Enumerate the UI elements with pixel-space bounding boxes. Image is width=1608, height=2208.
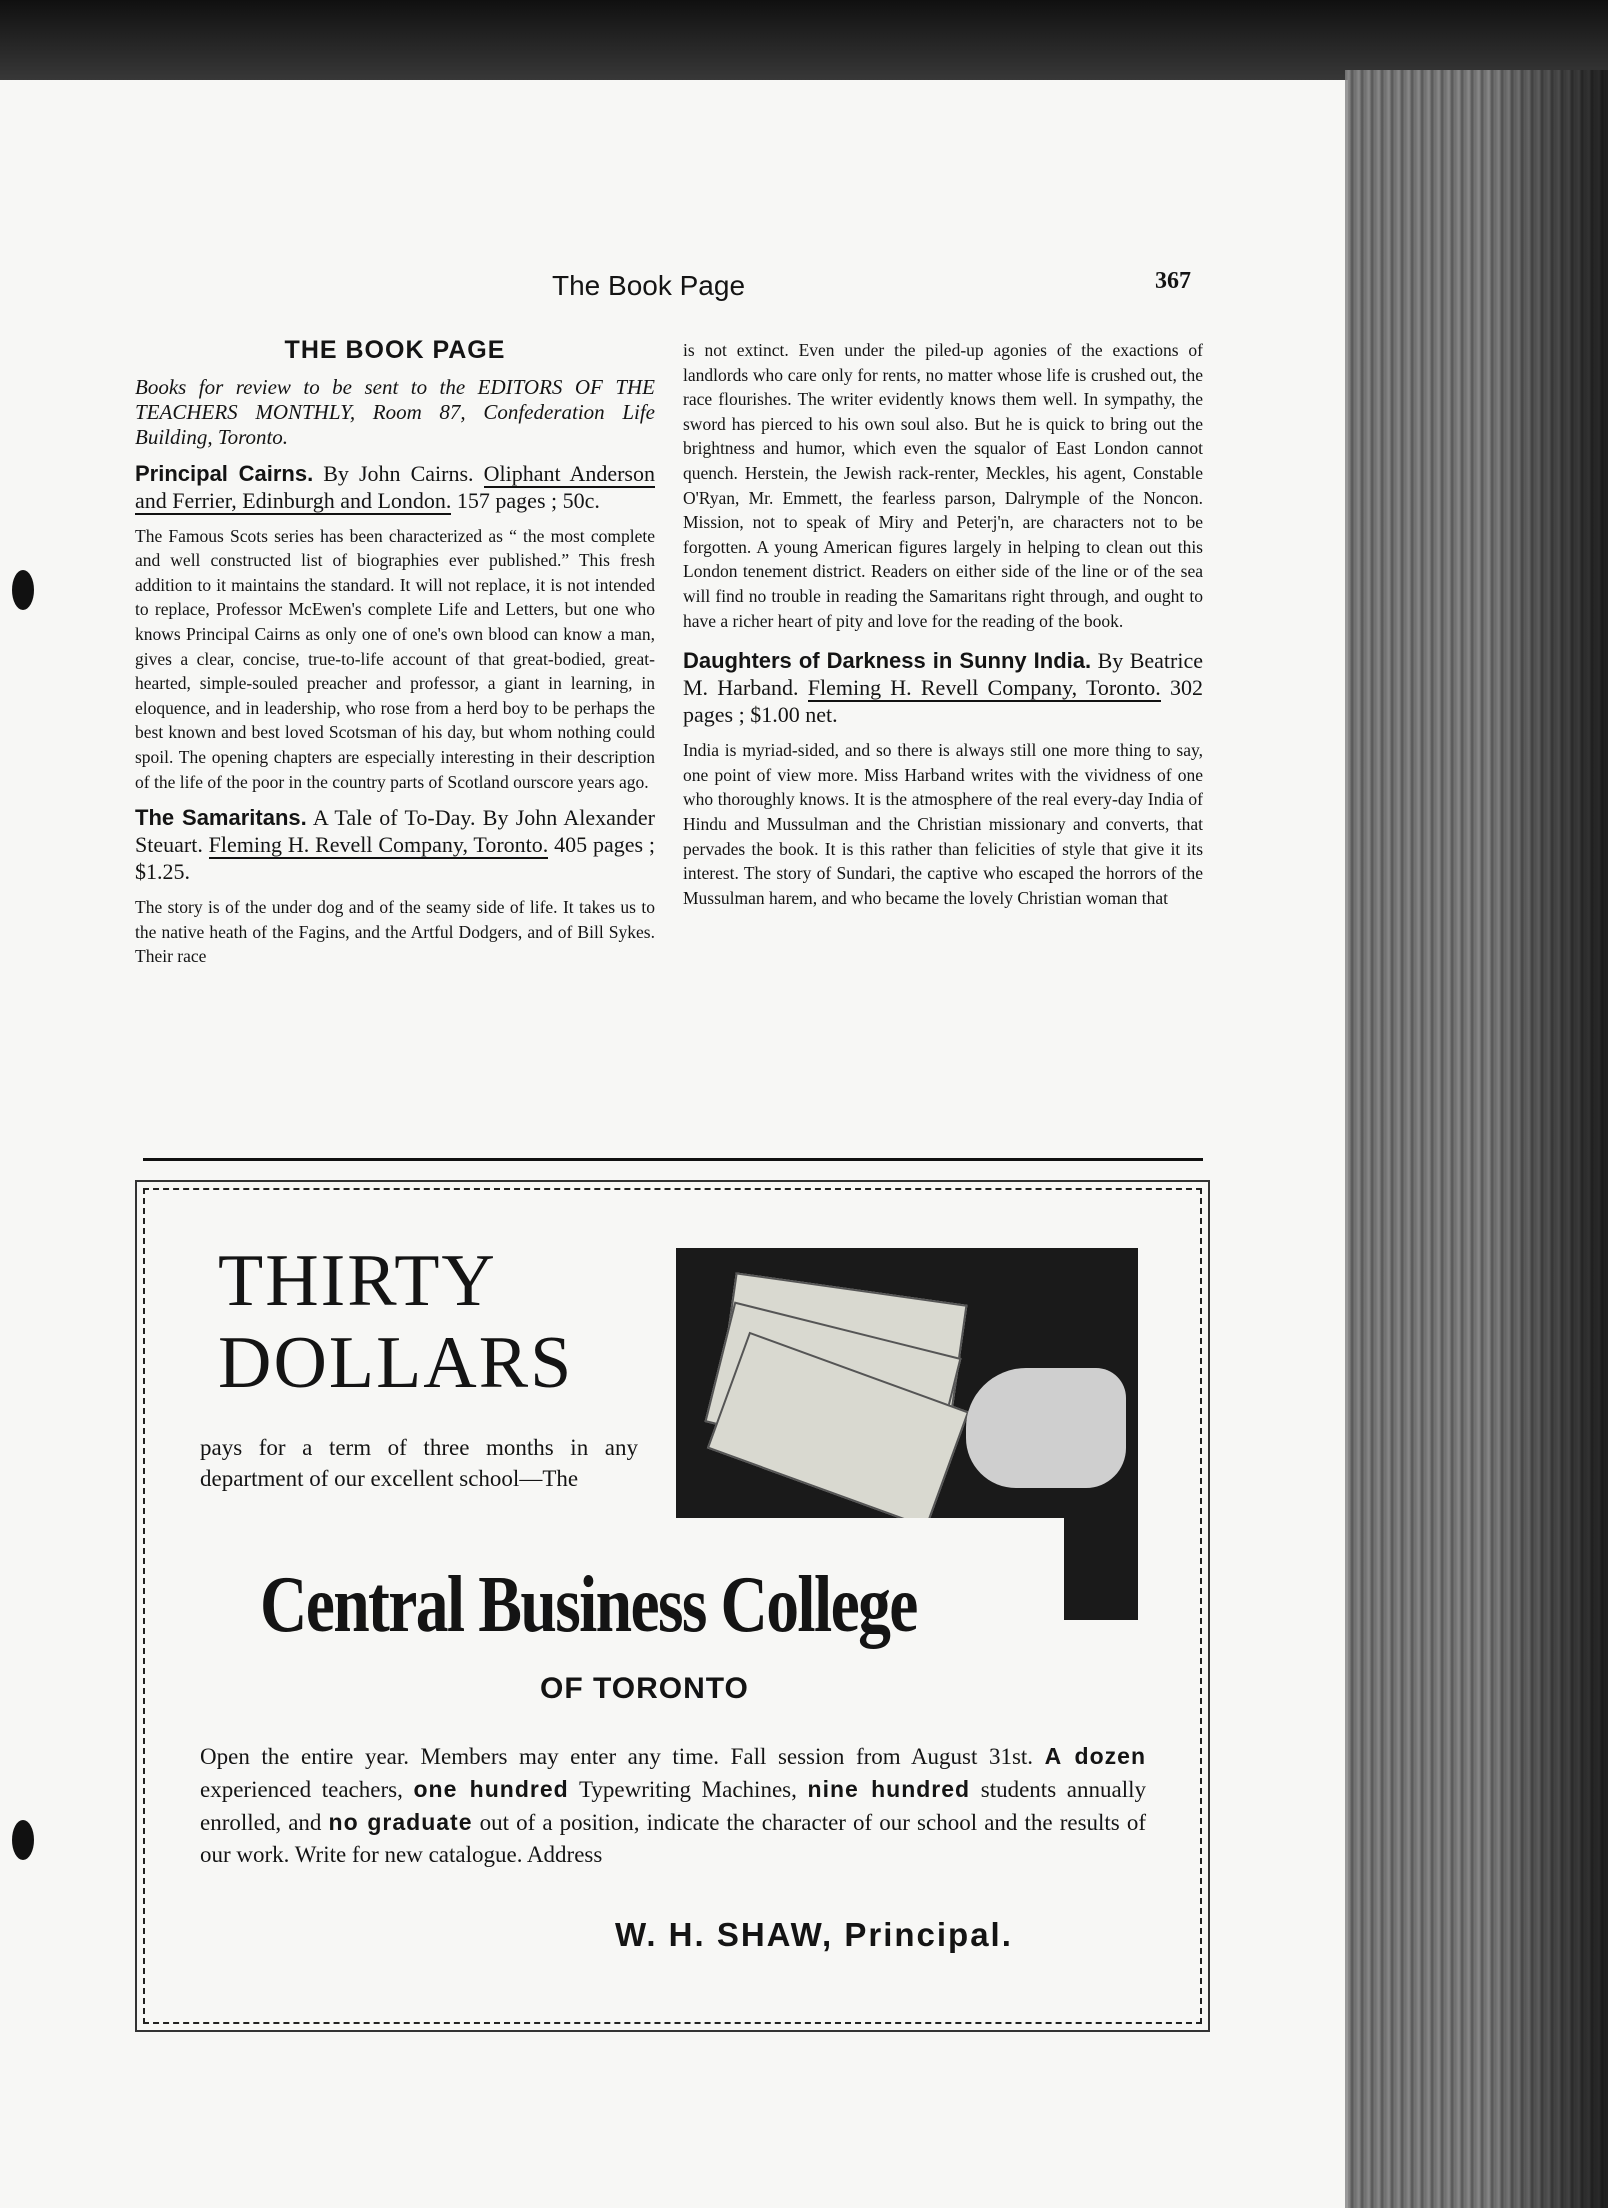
book-subtitle: A Tale of To-Day. By John Alexander Steuart. — [135, 805, 656, 858]
book-title: Principal Cairns. — [135, 460, 314, 486]
running-title: The Book Page — [552, 270, 746, 301]
college-city: OF TORONTO — [540, 1672, 749, 1705]
book-publisher: Fleming H. Revell Company, Toronto. — [208, 832, 549, 858]
review-body: The story is of the under dog and of the seamy side of life. It takes us to the native heath of the Fagins, and the Artful Dodgers, and of Bill Sykes. Their race — [135, 897, 655, 967]
book-title: The Samaritans. — [135, 805, 307, 831]
review-note: Books for review to be sent to the EDITORS OF THE TEACHERS MONTHLY, Room 87, Confederation Life Building, Toronto. — [135, 374, 655, 449]
review-body: India is myriad-sided, and so there is always still one more thing to say, one point of view more. Miss Harband writes with the vividness of one who thoroughly knows. It is the atmosphere of the real every-day India of Hindu and Mussulman and the Christian missionary and converts, that pervades the book. It is this rather than felicities of style that give it its interest. The story of Sundari, the captive who escaped the horrors of the Mussulman harem, and who became the lovely Christian woman that — [683, 740, 1203, 908]
book-entry-daughters — [683, 647, 1203, 728]
ad-headline — [218, 1240, 573, 1404]
ad-headline-line1: THIRTY — [218, 1240, 497, 1322]
section-divider — [143, 1158, 1203, 1161]
book-author: By Beatrice M. Harband. — [683, 648, 1203, 701]
book-author: By John Cairns. — [323, 460, 474, 486]
banknotes-photo — [676, 1248, 1138, 1518]
binding-hole — [12, 570, 34, 610]
binding-hole — [12, 1820, 34, 1860]
book-details: 157 pages ; 50c. — [456, 487, 600, 513]
right-column — [683, 338, 1203, 910]
book-entry-cairns — [135, 460, 655, 514]
book-details: 405 pages ; $1.25. — [135, 832, 655, 885]
ad-signature: W. H. SHAW, Principal. — [615, 1916, 1013, 1953]
book-publisher: Fleming H. Revell Company, Toronto. — [807, 675, 1161, 701]
review-continuation: is not extinct. Even under the piled-up agonies of the exactions of landlords who care only for rents, no matter whose life is crushed out, the race flourishes. The writer evidently knows them well. In sympathy, the sword has pierced to his own soul also. But he is quick to bring out the brightness and humor, which even the squalor of East London cannot quench. Herstein, the Jewish rack-renter, Meckles, his agent, Constable O'Ryan, Mr. Emmett, the fearless parson, Dalrymple of the Noncon. Mission, not to speak of Miry and Peterj'n, are characters not to be forgotten. A young American figures largely in helping to clean out this London tenement district. Readers on either side of the line or of the sea will find no trouble in reading the Samaritans right through, and ought to have a richer heart of pity and love for the reading of the book. — [683, 340, 1203, 631]
book-title: Daughters of Darkness in Sunny India. — [683, 648, 1092, 674]
book-entry-samaritans — [135, 804, 655, 885]
left-column — [135, 338, 655, 969]
book-details: 302 pages ; $1.00 net. — [683, 675, 1204, 728]
photo-frame-tab — [1064, 1510, 1138, 1620]
ad-intro: pays for a term of three months in any department of our excellent school—The — [200, 1435, 638, 1491]
review-body: The Famous Scots series has been characterized as “ the most complete and well constructed list of biographies ever published.” This fresh addition to it maintains the standard. It will not replace, it is not intended to replace, Professor McEwen's complete Life and Letters, but one who knows Principal Cairns as only one of one's own blood can know a man, gives a clear, concise, true-to-life account of that great-bodied, great-hearted, simple-souled preacher and professor, a giant in learning, in eloquence, and in leadership, who rose from a herd boy to be perhaps the best known and best loved Scotsman of his day, but whom nothing could spoil. The opening chapters are especially interesting in their description of the life of the poor in the country parts of Scotland ourscore years ago. — [135, 525, 655, 792]
ad-headline-line2: DOLLARS — [218, 1322, 574, 1404]
book-page-edges — [1345, 70, 1608, 2208]
book-publisher: Oliphant Anderson and Ferrier, Edinburgh and London. — [135, 460, 655, 513]
page-number: 367 — [1155, 268, 1191, 294]
ad-body: Open the entire year. Members may enter any time. Fall session from August 31st. A dozen experienced teachers, one hundred Typewriting Machines, nine hundred students annually enrolled, and no graduate out of a position, indicate the character of our school and the results of our work. Write for new catalogue. Address — [200, 1743, 1147, 1867]
section-heading: THE BOOK PAGE — [284, 336, 506, 364]
college-name: Central Business College — [260, 1561, 917, 1649]
